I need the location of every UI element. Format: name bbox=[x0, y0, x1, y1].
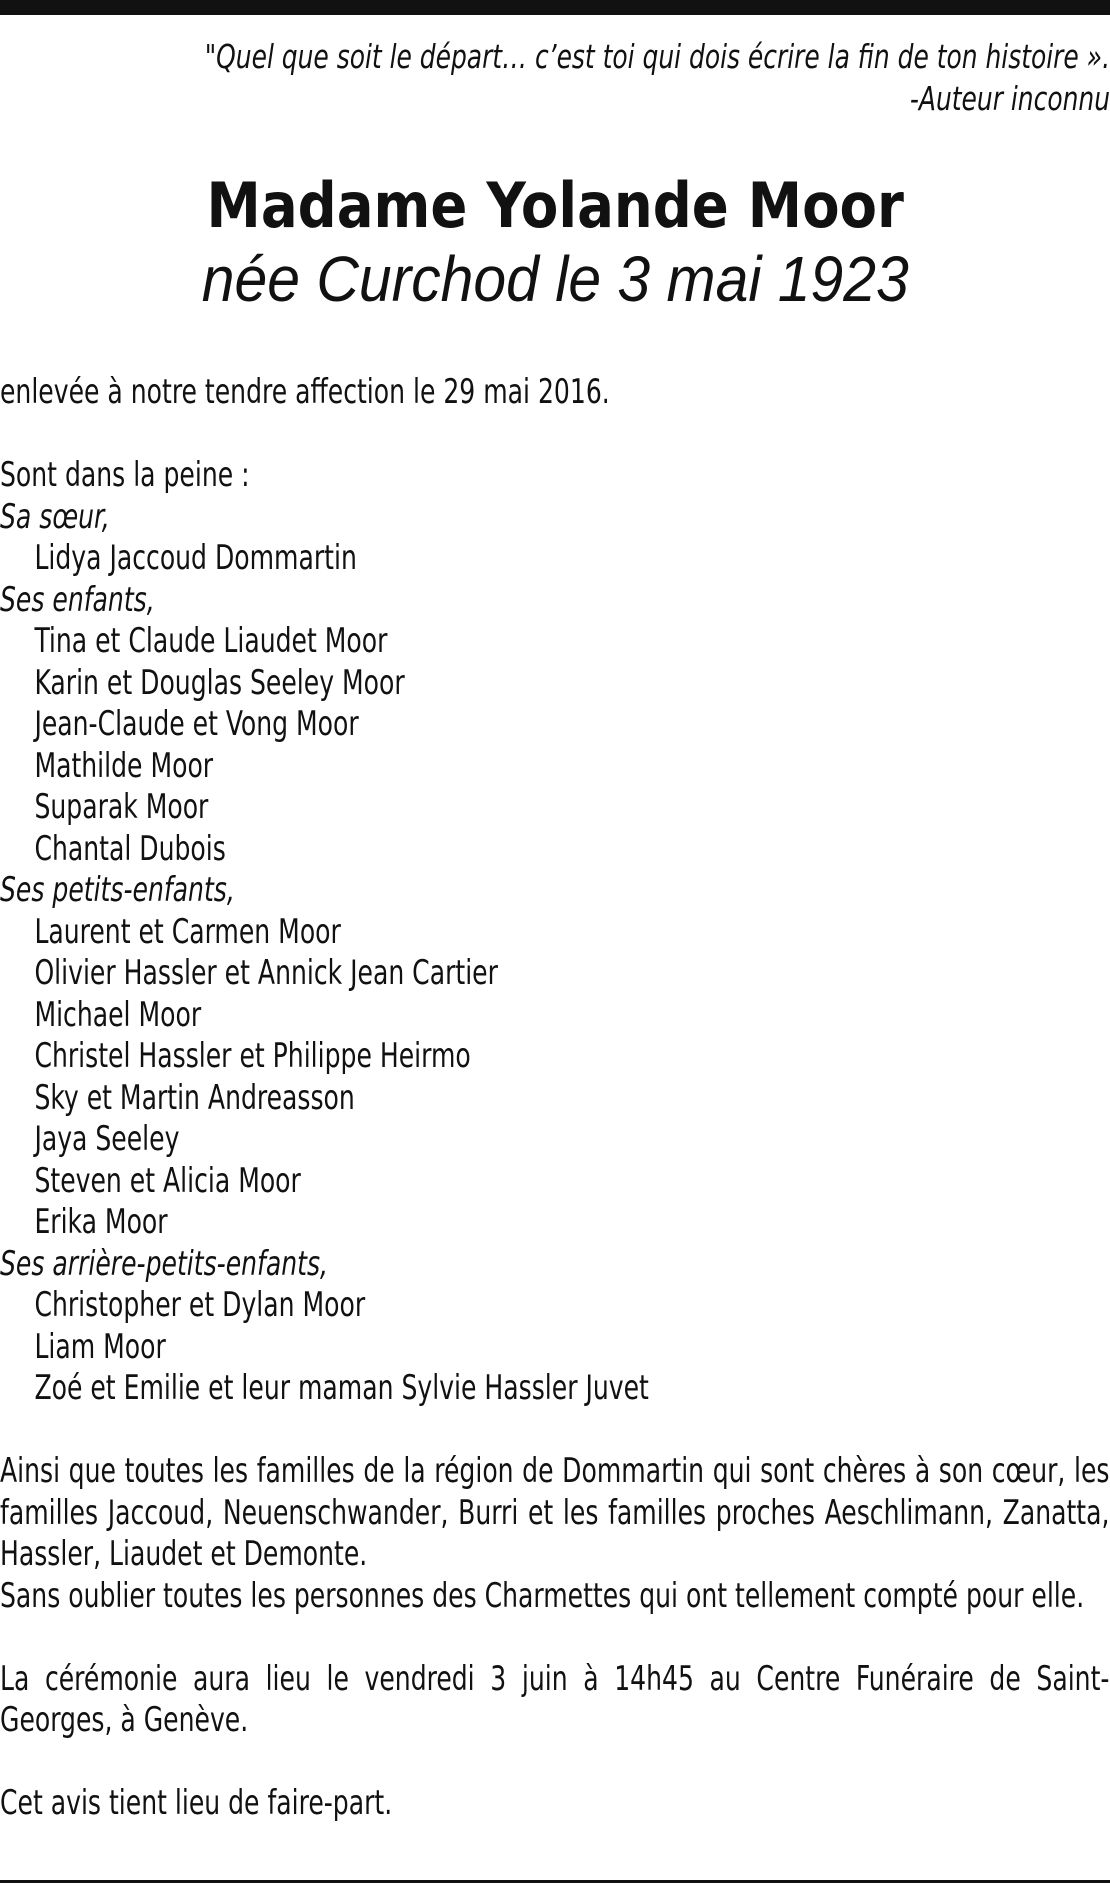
group-label-sister: Sa sœur, bbox=[0, 496, 110, 537]
group-label-children: Ses enfants, bbox=[0, 579, 155, 620]
list-item: Jaya Seeley bbox=[34, 1119, 180, 1159]
list-item: Olivier Hassler et Annick Jean Cartier bbox=[34, 953, 498, 993]
ceremony-paragraph: La cérémonie aura lieu le vendredi 3 juin à 14h45 au Centre Funéraire de Saint-Georges, à Genève. bbox=[0, 1658, 1110, 1740]
list-item: Laurent et Carmen Moor bbox=[34, 911, 341, 952]
list-item: Jean-Claude et Vong Moor bbox=[34, 704, 359, 744]
announcement-body bbox=[0, 372, 1110, 1825]
list-item: Erika Moor bbox=[34, 1202, 168, 1242]
group-label-great-grandchildren: Ses arrière-petits-enfants, bbox=[0, 1243, 328, 1284]
list-item: Liam Moor bbox=[34, 1326, 166, 1367]
families-paragraph: Ainsi que toutes les familles de la région de Dommartin qui sont chères à son cœur, les familles Jaccoud, Neuenschwander, Burri et les familles proches Aeschlimann, Zanatta, Hassler, Liaudet et Demonte. bbox=[0, 1451, 1110, 1574]
list-item: Sky et Martin Andreasson bbox=[34, 1077, 355, 1118]
title-block bbox=[0, 170, 1110, 316]
epigraph bbox=[178, 36, 1110, 120]
list-item: Suparak Moor bbox=[34, 787, 209, 827]
epigraph-author: -Auteur inconnu bbox=[909, 79, 1110, 118]
list-item: Steven et Alicia Moor bbox=[34, 1160, 301, 1201]
epigraph-text: "Quel que soit le départ… c’est toi qui dois écrire la fin de ton histoire ». bbox=[204, 37, 1110, 76]
list-item: Lidya Jaccoud Dommartin bbox=[34, 538, 357, 578]
list-item: Christopher et Dylan Moor bbox=[34, 1285, 366, 1325]
group-label-grandchildren: Ses petits-enfants, bbox=[0, 870, 235, 910]
list-item: Christel Hassler et Philippe Heirmo bbox=[34, 1036, 471, 1076]
birth-line: née Curchod le 3 mai 1923 bbox=[201, 243, 909, 315]
list-item: Mathilde Moor bbox=[34, 745, 214, 786]
list-item: Chantal Dubois bbox=[34, 828, 226, 869]
list-item: Karin et Douglas Seeley Moor bbox=[34, 662, 405, 703]
list-item: Zoé et Emilie et leur maman Sylvie Hassler Juvet bbox=[34, 1368, 649, 1408]
charmettes-paragraph: Sans oublier toutes les personnes des Charmettes qui ont tellement compté pour elle. bbox=[0, 1575, 1085, 1616]
intro-line: enlevée à notre tendre affection le 29 mai 2016. bbox=[0, 372, 610, 412]
deceased-name: Madame Yolande Moor bbox=[206, 169, 904, 242]
mourners-heading: Sont dans la peine : bbox=[0, 455, 250, 495]
bottom-rule bbox=[0, 1880, 1110, 1883]
list-item: Tina et Claude Liaudet Moor bbox=[34, 621, 388, 661]
list-item: Michael Moor bbox=[34, 994, 202, 1035]
closing-line: Cet avis tient lieu de faire-part. bbox=[0, 1783, 393, 1823]
top-rule bbox=[0, 0, 1110, 15]
